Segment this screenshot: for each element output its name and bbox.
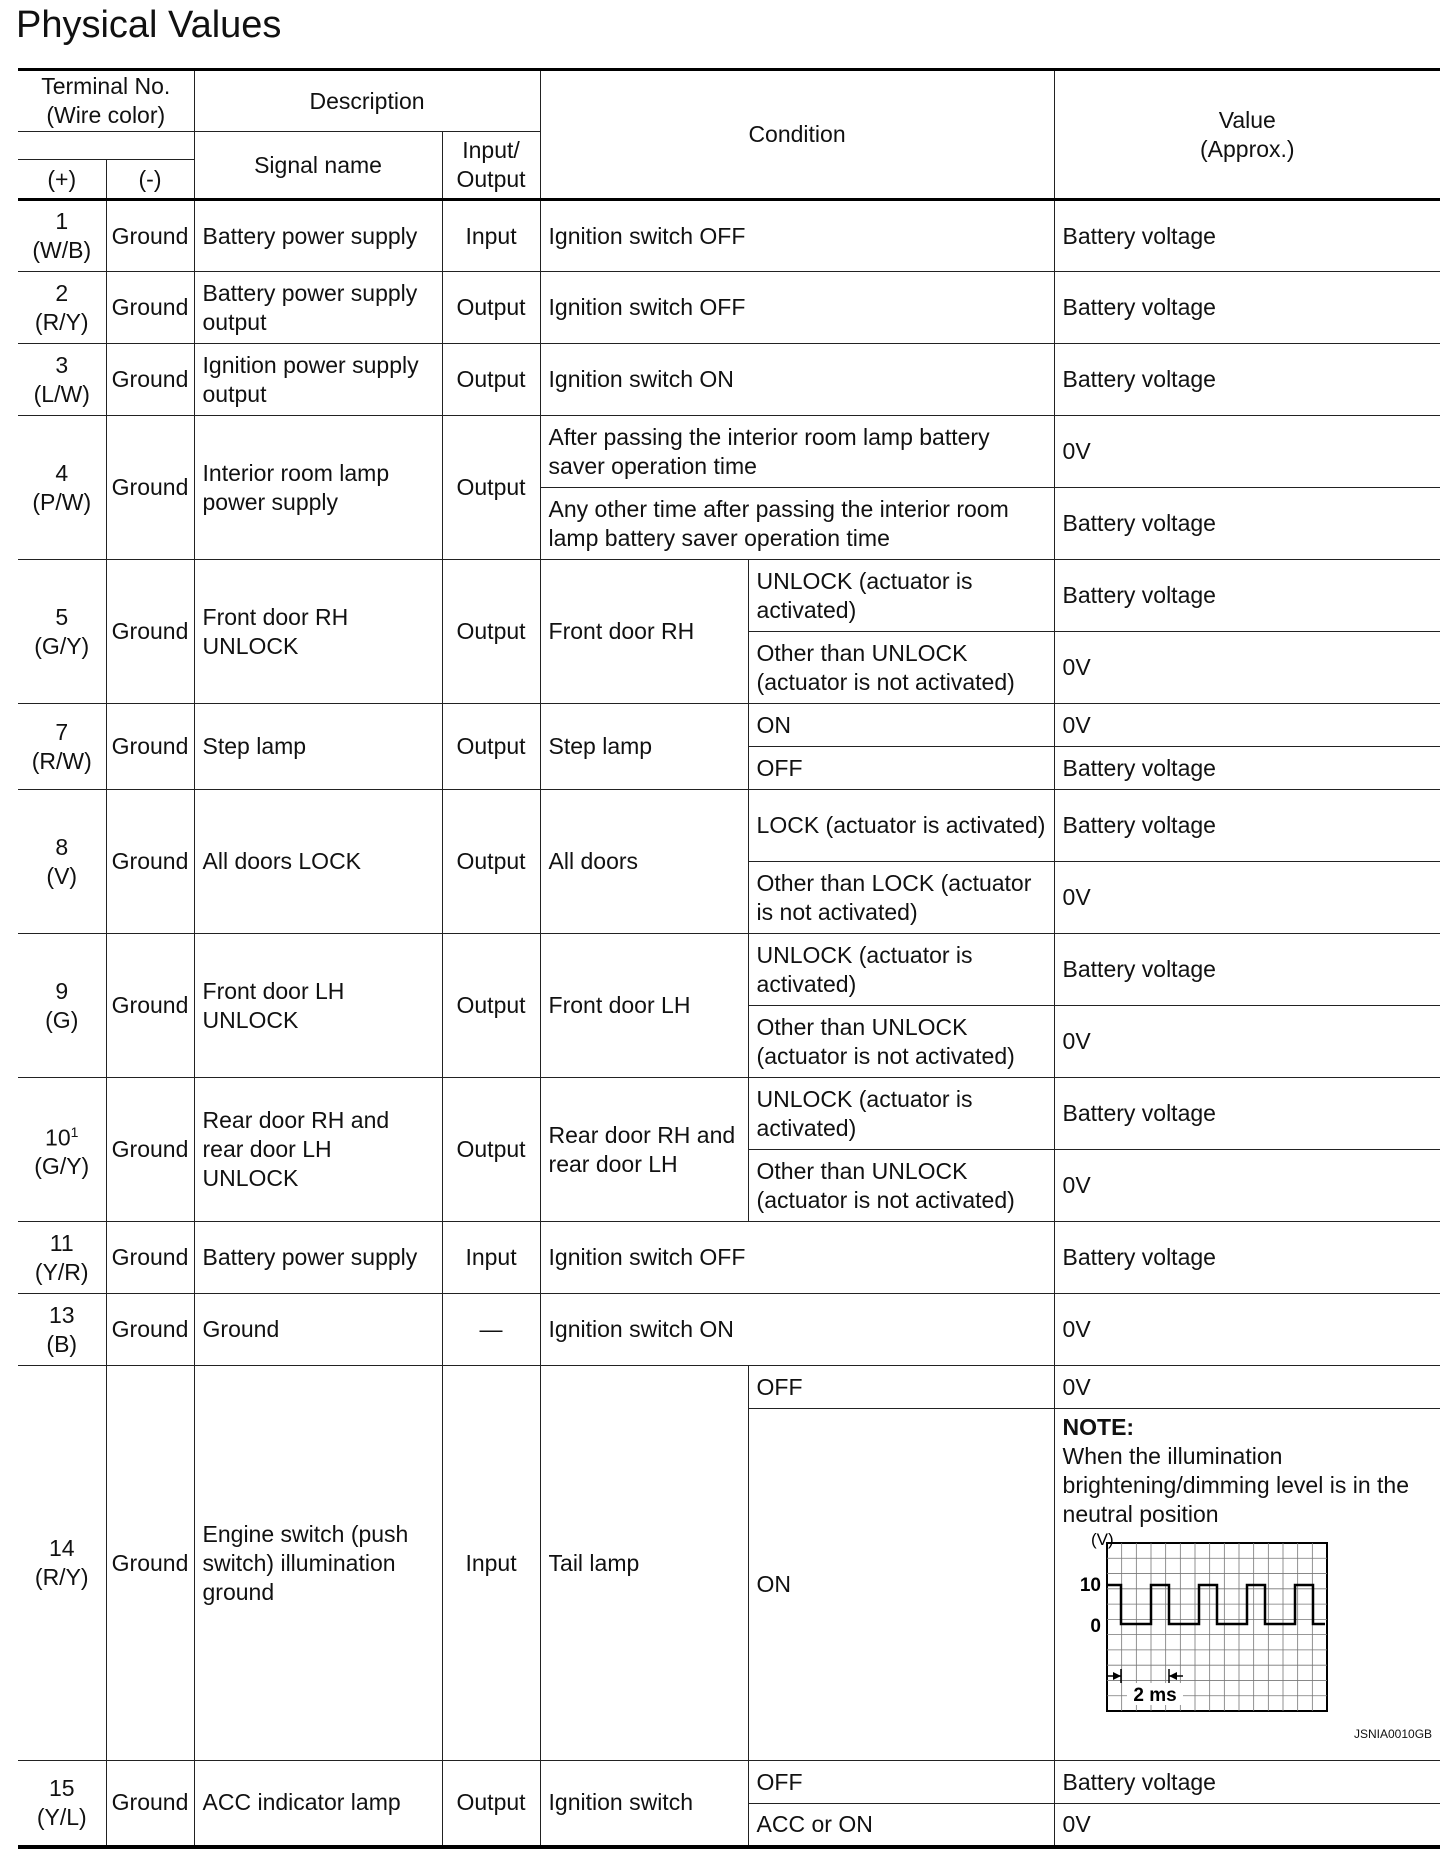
sub-condition-cell: LOCK (actuator is activated) bbox=[748, 790, 1054, 862]
note-title: NOTE: bbox=[1062, 1414, 1135, 1440]
y-low-label: 0 bbox=[1089, 1616, 1101, 1637]
ground-cell: Ground bbox=[106, 560, 194, 704]
value-cell: Battery voltage bbox=[1054, 344, 1440, 416]
value-cell: Battery voltage bbox=[1054, 488, 1440, 560]
header-value: Value (Approx.) bbox=[1054, 70, 1440, 200]
header-condition: Condition bbox=[540, 70, 1054, 200]
signal-name-cell: ACC indicator lamp bbox=[194, 1761, 442, 1847]
value-note-cell bbox=[1054, 1409, 1440, 1761]
header-minus: (-) bbox=[106, 160, 194, 200]
terminal-cell: 11 (Y/R) bbox=[18, 1222, 106, 1294]
signal-name-cell: Ground bbox=[194, 1294, 442, 1366]
period-marker bbox=[1107, 1669, 1183, 1683]
io-cell: Output bbox=[442, 1761, 540, 1847]
ground-cell: Ground bbox=[106, 1366, 194, 1761]
condition-cell: Ignition switch ON bbox=[540, 344, 1054, 416]
sub-condition-cell: ON bbox=[748, 704, 1054, 747]
io-cell: Output bbox=[442, 344, 540, 416]
footnote-marker: 1 bbox=[70, 1123, 79, 1140]
signal-name-cell: Rear door RH and rear door LH UNLOCK bbox=[194, 1078, 442, 1222]
terminal-cell: 7 (R/W) bbox=[18, 704, 106, 790]
table-row bbox=[18, 272, 1440, 344]
condition-cell: Ignition switch OFF bbox=[540, 272, 1054, 344]
y-unit-label: (V) bbox=[1090, 1533, 1114, 1549]
condition-cell: Any other time after passing the interior room lamp battery saver operation time bbox=[540, 488, 1054, 560]
value-cell: 0V bbox=[1054, 416, 1440, 488]
table-row bbox=[18, 344, 1440, 416]
io-cell: — bbox=[442, 1294, 540, 1366]
ground-cell: Ground bbox=[106, 344, 194, 416]
waveform-graph bbox=[1067, 1533, 1347, 1723]
ground-cell: Ground bbox=[106, 416, 194, 560]
value-cell: Battery voltage bbox=[1054, 272, 1440, 344]
terminal-cell: 5 (G/Y) bbox=[18, 560, 106, 704]
table-row bbox=[18, 200, 1440, 272]
io-cell: Output bbox=[442, 934, 540, 1078]
value-cell: 0V bbox=[1054, 704, 1440, 747]
io-cell: Output bbox=[442, 704, 540, 790]
io-cell: Output bbox=[442, 416, 540, 560]
io-cell: Output bbox=[442, 560, 540, 704]
header-plus: (+) bbox=[18, 160, 106, 200]
table-row bbox=[18, 790, 1440, 862]
io-cell: Output bbox=[442, 272, 540, 344]
sub-condition-cell: Other than LOCK (actuator is not activated) bbox=[748, 862, 1054, 934]
value-cell: Battery voltage bbox=[1054, 934, 1440, 1006]
sub-condition-cell: OFF bbox=[748, 1366, 1054, 1409]
io-cell: Input bbox=[442, 1222, 540, 1294]
value-cell: 0V bbox=[1054, 1006, 1440, 1078]
value-cell: Battery voltage bbox=[1054, 1222, 1440, 1294]
ground-cell: Ground bbox=[106, 1078, 194, 1222]
sub-condition-cell: ON bbox=[748, 1409, 1054, 1761]
note-text: When the illumination brightening/dimming level is in the neutral position bbox=[1062, 1443, 1409, 1527]
terminal-cell: 3 (L/W) bbox=[18, 344, 106, 416]
sub-condition-cell: UNLOCK (actuator is activated) bbox=[748, 1078, 1054, 1150]
condition-cell: Step lamp bbox=[540, 704, 748, 790]
sub-condition-cell: OFF bbox=[748, 1761, 1054, 1804]
table-row bbox=[18, 416, 1440, 488]
physical-values-table bbox=[18, 68, 1440, 1849]
condition-cell: Ignition switch ON bbox=[540, 1294, 1054, 1366]
condition-cell: After passing the interior room lamp battery saver operation time bbox=[540, 416, 1054, 488]
header-signal-name: Signal name bbox=[194, 132, 442, 200]
condition-cell: Ignition switch OFF bbox=[540, 1222, 1054, 1294]
value-cell: Battery voltage bbox=[1054, 1078, 1440, 1150]
period-label: 2 ms bbox=[1132, 1685, 1177, 1706]
terminal-cell: 9 (G) bbox=[18, 934, 106, 1078]
sub-condition-cell: Other than UNLOCK (actuator is not activated) bbox=[748, 632, 1054, 704]
value-cell: 0V bbox=[1054, 632, 1440, 704]
value-cell: Battery voltage bbox=[1054, 1761, 1440, 1804]
value-cell: Battery voltage bbox=[1054, 200, 1440, 272]
signal-name-cell: Interior room lamp power supply bbox=[194, 416, 442, 560]
condition-cell: Front door RH bbox=[540, 560, 748, 704]
sub-condition-cell: UNLOCK (actuator is activated) bbox=[748, 934, 1054, 1006]
terminal-wire-color: (G/Y) bbox=[34, 1153, 90, 1180]
condition-cell: Ignition switch bbox=[540, 1761, 748, 1847]
signal-name-cell: Step lamp bbox=[194, 704, 442, 790]
ground-cell: Ground bbox=[106, 272, 194, 344]
table-row bbox=[18, 1078, 1440, 1150]
sub-condition-cell: UNLOCK (actuator is activated) bbox=[748, 560, 1054, 632]
ground-cell: Ground bbox=[106, 1294, 194, 1366]
table-row bbox=[18, 704, 1440, 747]
io-cell: Input bbox=[442, 200, 540, 272]
value-cell: 0V bbox=[1054, 1294, 1440, 1366]
value-cell: 0V bbox=[1054, 1804, 1440, 1847]
ground-cell: Ground bbox=[106, 704, 194, 790]
terminal-cell bbox=[18, 1078, 106, 1222]
table-row bbox=[18, 1761, 1440, 1804]
waveform-trace bbox=[1107, 1585, 1325, 1624]
sub-condition-cell: Other than UNLOCK (actuator is not activated) bbox=[748, 1006, 1054, 1078]
table-row bbox=[18, 1366, 1440, 1409]
signal-name-cell: Battery power supply bbox=[194, 200, 442, 272]
sub-condition-cell: Other than UNLOCK (actuator is not activated) bbox=[748, 1150, 1054, 1222]
table-row bbox=[18, 1294, 1440, 1366]
condition-cell: All doors bbox=[540, 790, 748, 934]
terminal-number: 10 bbox=[45, 1124, 71, 1151]
header-terminal: Terminal No. (Wire color) bbox=[18, 70, 194, 132]
sub-condition-cell: OFF bbox=[748, 747, 1054, 790]
signal-name-cell: Ignition power supply output bbox=[194, 344, 442, 416]
table-row bbox=[18, 934, 1440, 1006]
page-title: Physical Values bbox=[16, 4, 282, 46]
value-cell: 0V bbox=[1054, 1150, 1440, 1222]
terminal-cell: 4 (P/W) bbox=[18, 416, 106, 560]
io-cell: Output bbox=[442, 790, 540, 934]
ground-cell: Ground bbox=[106, 790, 194, 934]
terminal-cell: 1 (W/B) bbox=[18, 200, 106, 272]
signal-name-cell: All doors LOCK bbox=[194, 790, 442, 934]
header-input-output: Input/ Output bbox=[442, 132, 540, 200]
table-row bbox=[18, 1222, 1440, 1294]
signal-name-cell: Front door RH UNLOCK bbox=[194, 560, 442, 704]
condition-cell: Ignition switch OFF bbox=[540, 200, 1054, 272]
io-cell: Input bbox=[442, 1366, 540, 1761]
signal-name-cell: Engine switch (push switch) illumination ground bbox=[194, 1366, 442, 1761]
y-high-label: 10 bbox=[1079, 1575, 1101, 1596]
value-cell: Battery voltage bbox=[1054, 560, 1440, 632]
condition-cell: Tail lamp bbox=[540, 1366, 748, 1761]
value-cell: Battery voltage bbox=[1054, 747, 1440, 790]
condition-cell: Rear door RH and rear door LH bbox=[540, 1078, 748, 1222]
terminal-cell: 13 (B) bbox=[18, 1294, 106, 1366]
value-cell: Battery voltage bbox=[1054, 790, 1440, 862]
signal-name-cell: Battery power supply output bbox=[194, 272, 442, 344]
header-description: Description bbox=[194, 70, 540, 132]
terminal-cell: 8 (V) bbox=[18, 790, 106, 934]
condition-cell: Front door LH bbox=[540, 934, 748, 1078]
figure-id: JSNIA0010GB bbox=[1353, 1727, 1433, 1741]
table-row bbox=[18, 560, 1440, 632]
signal-name-cell: Battery power supply bbox=[194, 1222, 442, 1294]
value-cell: 0V bbox=[1054, 862, 1440, 934]
sub-condition-cell: ACC or ON bbox=[748, 1804, 1054, 1847]
ground-cell: Ground bbox=[106, 934, 194, 1078]
terminal-cell: 15 (Y/L) bbox=[18, 1761, 106, 1847]
terminal-cell: 2 (R/Y) bbox=[18, 272, 106, 344]
io-cell: Output bbox=[442, 1078, 540, 1222]
ground-cell: Ground bbox=[106, 1222, 194, 1294]
signal-name-cell: Front door LH UNLOCK bbox=[194, 934, 442, 1078]
ground-cell: Ground bbox=[106, 200, 194, 272]
value-cell: 0V bbox=[1054, 1366, 1440, 1409]
ground-cell: Ground bbox=[106, 1761, 194, 1847]
terminal-cell: 14 (R/Y) bbox=[18, 1366, 106, 1761]
